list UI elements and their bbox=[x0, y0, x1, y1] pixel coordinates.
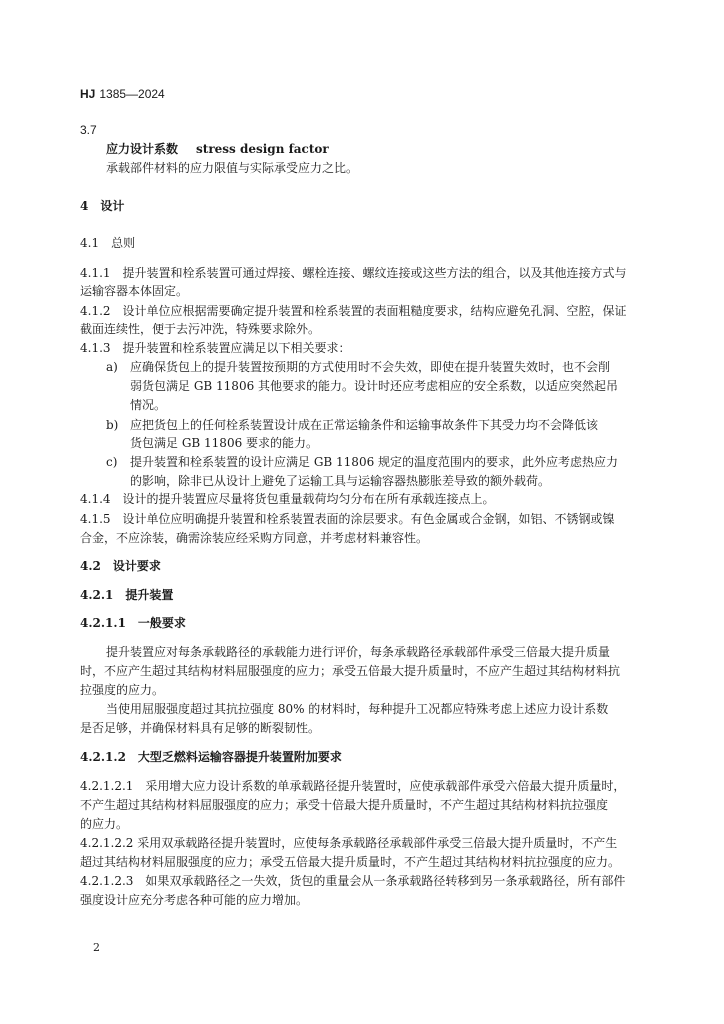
list-b-line-1: 应把货包上的任何栓系装置设计成在正常运输条件和运输事故条件下其受力均不会降低该 bbox=[130, 418, 599, 432]
section-4-1-title: 4.1 总则 bbox=[80, 236, 136, 250]
term-heading bbox=[106, 139, 641, 159]
para-1-line-2: 时，不应产生超过其结构材料屈服强度的应力；承受五倍最大提升质量时，不应产生超过其结构材料抗 bbox=[80, 664, 621, 678]
term-zh: 应力设计系数 bbox=[106, 142, 179, 156]
para-2-line-1: 当使用屈服强度超过其抗拉强度 80% 的材料时，每种提升工况都应特殊考虑上述应力设计系数 bbox=[106, 702, 609, 716]
clause-4-1-1-line-2: 运输容器本体固定。 bbox=[80, 284, 189, 298]
clause-4-1-4: 4.1.4 设计的提升装置应尽量将货包重量载荷均匀分布在所有承载连接点上。 bbox=[80, 492, 495, 506]
term-en: stress design factor bbox=[196, 142, 329, 156]
list-a-line-1: 应确保货包上的提升装置按预期的方式使用时不会失效，即使在提升装置失效时，也不会削 bbox=[130, 360, 611, 374]
para-1-line-1: 提升装置应对每条承载路径的承载能力进行评价，每条承载路径承载部件承受三倍最大提升质量 bbox=[106, 645, 611, 659]
list-c-line-1: 提升装置和栓系装置的设计应满足 GB 11806 规定的温度范围内的要求，此外应考虑热应力 bbox=[130, 455, 619, 469]
clause-4-2-1-2-3-line-1: 4.2.1.2.3 如果双承载路径之一失效，货包的重量会从一条承载路径转移到另一条承载路径，所有部件 bbox=[80, 874, 626, 888]
clause-4-2-1-2-1-line-3: 的应力。 bbox=[80, 817, 129, 831]
list-b-line-2: 货包满足 GB 11806 要求的能力。 bbox=[130, 436, 319, 450]
para-2-line-2: 是否足够，并确保材料具有足够的断裂韧性。 bbox=[80, 721, 321, 735]
clause-3-7-number: 3.7 bbox=[80, 123, 97, 137]
list-a-line-2: 弱货包满足 GB 11806 其他要求的能力。设计时还应考虑相应的安全系数，以适应突然起吊 bbox=[130, 379, 619, 393]
clause-4-2-1-2-1-line-2: 不产生超过其结构材料屈服强度的应力；承受十倍最大提升质量时，不产生超过其结构材料抗拉强度 bbox=[80, 798, 609, 812]
list-label-b: b) bbox=[106, 418, 119, 432]
section-4-title: 4 设计 bbox=[80, 199, 125, 213]
list-label-c: c) bbox=[106, 455, 118, 469]
para-1-line-3: 拉强度的应力。 bbox=[80, 683, 165, 697]
section-4-2-title: 4.2 设计要求 bbox=[80, 559, 161, 573]
term-definition: 承载部件材料的应力限值与实际承受应力之比。 bbox=[106, 161, 359, 175]
clause-4-2-1-2-2-line-1: 4.2.1.2.2 采用双承载路径提升装置时，应使每条承载路径承载部件承受三倍最大提升质量时，不产生 bbox=[80, 836, 618, 850]
section-4-2-1-1-title: 4.2.1.1 一般要求 bbox=[80, 616, 186, 630]
list-c-line-2: 的影响，除非已从设计上避免了运输工具与运输容器热膨胀差导致的额外载荷。 bbox=[130, 474, 551, 488]
list-a-line-3: 情况。 bbox=[130, 398, 167, 412]
clause-4-1-2-line-2: 截面连续性，便于去污冲洗，特殊要求除外。 bbox=[80, 322, 321, 336]
section-4-2-1-title: 4.2.1 提升装置 bbox=[80, 588, 174, 602]
clause-4-1-5-line-2: 合金，不应涂装，确需涂装应经采购方同意，并考虑材料兼容性。 bbox=[80, 531, 429, 545]
section-4-2-1-2-title: 4.2.1.2 大型乏燃料运输容器提升装置附加要求 bbox=[80, 750, 342, 764]
list-label-a: a) bbox=[106, 360, 118, 374]
clause-4-1-2-line-1: 4.1.2 设计单位应根据需要确定提升装置和栓系装置的表面粗糙度要求，结构应避免孔洞、空腔，保证 bbox=[80, 304, 627, 318]
clause-4-2-1-2-3-line-2: 强度设计应充分考虑各种可能的应力增加。 bbox=[80, 893, 309, 907]
standard-code: HJ bbox=[80, 87, 96, 101]
clause-4-2-1-2-2-line-2: 超过其结构材料屈服强度的应力；承受五倍最大提升质量时，不产生超过其结构材料抗拉强度的应力。 bbox=[80, 855, 621, 869]
page-number: 2 bbox=[93, 941, 100, 954]
standard-number: 1385—2024 bbox=[99, 87, 165, 101]
clause-4-1-5-line-1: 4.1.5 设计单位应明确提升装置和栓系装置表面的涂层要求。有色金属或合金钢，如铝、不锈钢或镍 bbox=[80, 512, 615, 526]
clause-4-1-3-line-1: 4.1.3 提升装置和栓系装置应满足以下相关要求： bbox=[80, 341, 351, 355]
page-header bbox=[80, 87, 165, 101]
clause-4-2-1-2-1-line-1: 4.2.1.2.1 采用增大应力设计系数的单承载路径提升装置时，应使承载部件承受六倍最大提升质量时， bbox=[80, 779, 626, 793]
clause-4-1-1-line-1: 4.1.1 提升装置和栓系装置可通过焊接、螺栓连接、螺纹连接或这些方法的组合，以及其他连接方式与 bbox=[80, 266, 627, 280]
